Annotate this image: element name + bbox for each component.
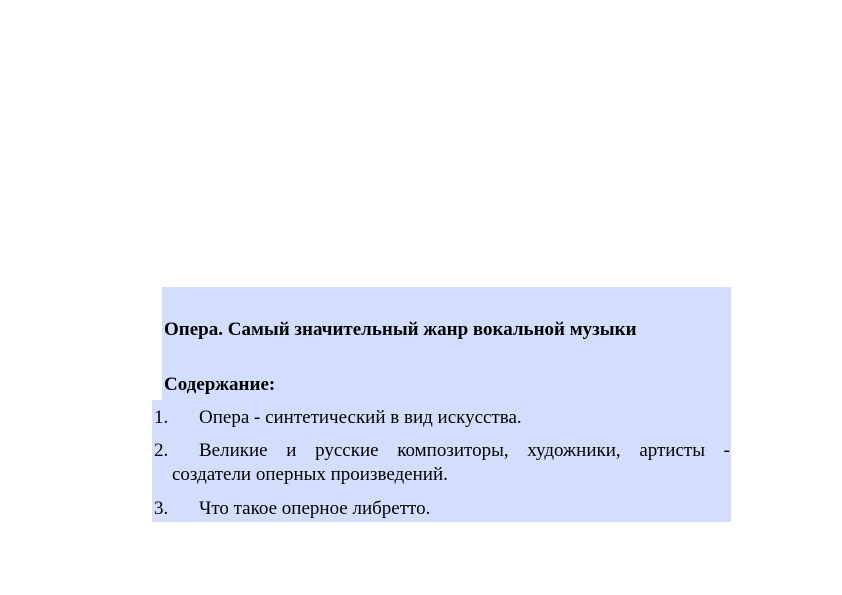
list-item-number: 2.	[154, 440, 169, 461]
list-item-text: Что такое оперное либретто.	[199, 498, 431, 519]
list-item-number: 1.	[154, 407, 169, 428]
list-item-text-line-1: Великие и русские композиторы, художники, артисты -	[199, 440, 730, 461]
list-item-3	[154, 497, 730, 521]
contents-label: Содержание:	[164, 374, 276, 395]
list-item-text-line-2: создатели оперных произведений.	[172, 464, 448, 485]
list-item-text: Опера - синтетический в вид искусства.	[199, 407, 522, 428]
slide-title: Опера. Самый значительный жанр вокальной музыки	[164, 319, 637, 340]
list-item-2	[154, 439, 730, 487]
list-item-number: 3.	[154, 498, 169, 519]
list-item-1	[154, 406, 730, 430]
